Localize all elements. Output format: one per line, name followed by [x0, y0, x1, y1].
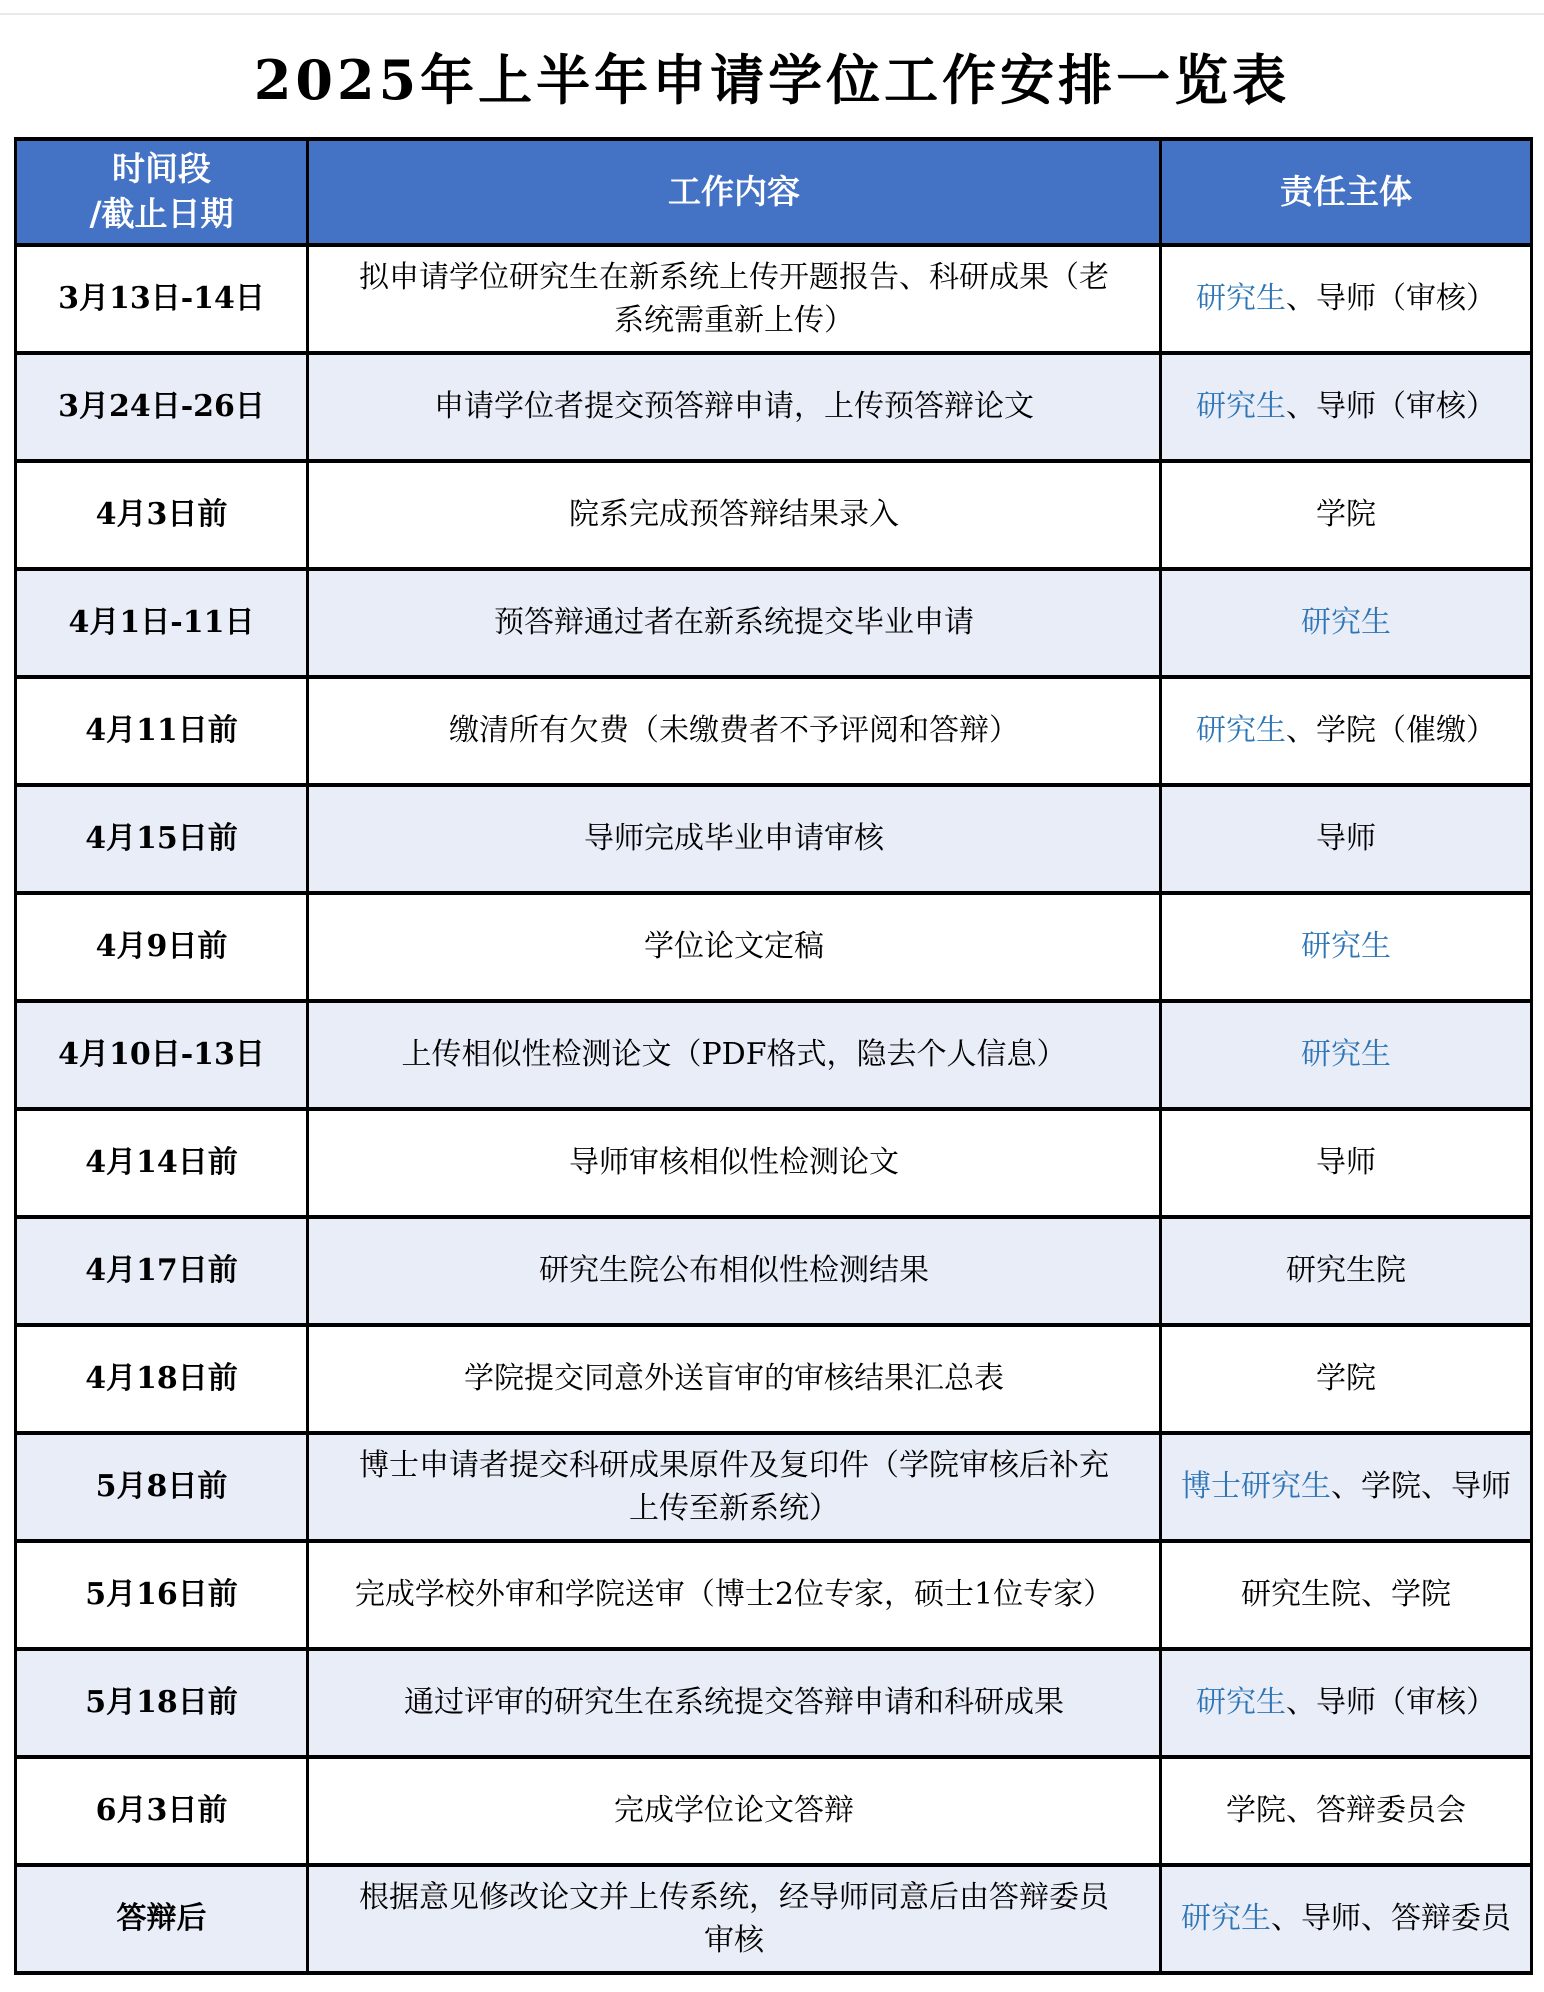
- owner-cell: [1161, 353, 1532, 461]
- owner-cell: [1161, 1433, 1532, 1541]
- period-cell: 5月8日前: [16, 1433, 308, 1541]
- owner-plain: 、学院、导师: [1331, 1469, 1511, 1505]
- table-row: [16, 245, 1532, 353]
- task-cell: 上传相似性检测论文（PDF格式，隐去个人信息）: [308, 1001, 1161, 1109]
- table-row: [16, 1433, 1532, 1541]
- task-cell: 根据意见修改论文并上传系统，经导师同意后由答辩委员审核: [308, 1865, 1161, 1973]
- owner-cell: [1161, 1109, 1532, 1217]
- owner-highlighted: 博士研究生: [1181, 1469, 1331, 1505]
- period-cell: 4月11日前: [16, 677, 308, 785]
- header-row: [16, 139, 1532, 245]
- owner-plain: 导师: [1316, 1145, 1376, 1181]
- table-row: [16, 1109, 1532, 1217]
- period-cell: 4月18日前: [16, 1325, 308, 1433]
- table-row: [16, 1865, 1532, 1973]
- period-cell: 4月14日前: [16, 1109, 308, 1217]
- schedule-table-body: [16, 245, 1532, 1973]
- period-cell: 4月9日前: [16, 893, 308, 1001]
- task-cell: 博士申请者提交科研成果原件及复印件（学院审核后补充上传至新系统）: [308, 1433, 1161, 1541]
- owner-plain: 、导师（审核）: [1286, 281, 1496, 317]
- owner-highlighted: 研究生: [1301, 1037, 1391, 1073]
- owner-highlighted: 研究生: [1196, 389, 1286, 425]
- owner-highlighted: 研究生: [1196, 1685, 1286, 1721]
- owner-highlighted: 研究生: [1301, 605, 1391, 641]
- owner-cell: [1161, 893, 1532, 1001]
- period-cell: 3月24日-26日: [16, 353, 308, 461]
- page-title: 2025年上半年申请学位工作安排一览表: [253, 47, 1291, 112]
- table-row: [16, 461, 1532, 569]
- owner-plain: 、导师（审核）: [1286, 389, 1496, 425]
- owner-cell: [1161, 1001, 1532, 1109]
- owner-plain: 研究生院: [1286, 1253, 1406, 1289]
- period-cell: 5月16日前: [16, 1541, 308, 1649]
- table-row: [16, 785, 1532, 893]
- table-row: [16, 677, 1532, 785]
- period-cell: 6月3日前: [16, 1757, 308, 1865]
- task-cell: 院系完成预答辩结果录入: [308, 461, 1161, 569]
- period-cell: 5月18日前: [16, 1649, 308, 1757]
- owner-cell: [1161, 569, 1532, 677]
- task-cell: 通过评审的研究生在系统提交答辩申请和科研成果: [308, 1649, 1161, 1757]
- owner-cell: [1161, 461, 1532, 569]
- task-cell: 缴清所有欠费（未缴费者不予评阅和答辩）: [308, 677, 1161, 785]
- task-cell: 拟申请学位研究生在新系统上传开题报告、科研成果（老系统需重新上传）: [308, 245, 1161, 353]
- task-cell: 导师审核相似性检测论文: [308, 1109, 1161, 1217]
- owner-plain: 导师: [1316, 821, 1376, 857]
- task-cell: 学位论文定稿: [308, 893, 1161, 1001]
- owner-cell: [1161, 785, 1532, 893]
- owner-highlighted: 研究生: [1196, 713, 1286, 749]
- owner-highlighted: 研究生: [1181, 1901, 1271, 1937]
- task-cell: 预答辩通过者在新系统提交毕业申请: [308, 569, 1161, 677]
- period-cell: 4月1日-11日: [16, 569, 308, 677]
- owner-cell: [1161, 1865, 1532, 1973]
- column-header-period: 时间段 /截止日期: [16, 139, 308, 245]
- schedule-table: [14, 137, 1533, 1975]
- owner-plain: 学院、答辩委员会: [1226, 1793, 1466, 1829]
- owner-cell: [1161, 1757, 1532, 1865]
- owner-cell: [1161, 1325, 1532, 1433]
- table-row: [16, 569, 1532, 677]
- period-cell: 4月15日前: [16, 785, 308, 893]
- period-cell: 答辩后: [16, 1865, 308, 1973]
- table-row: [16, 1001, 1532, 1109]
- table-row: [16, 1541, 1532, 1649]
- table-row: [16, 1649, 1532, 1757]
- table-row: [16, 893, 1532, 1001]
- owner-plain: 学院: [1316, 497, 1376, 533]
- owner-highlighted: 研究生: [1301, 929, 1391, 965]
- period-cell: 4月3日前: [16, 461, 308, 569]
- owner-cell: [1161, 245, 1532, 353]
- task-cell: 研究生院公布相似性检测结果: [308, 1217, 1161, 1325]
- table-row: [16, 1757, 1532, 1865]
- period-cell: 4月10日-13日: [16, 1001, 308, 1109]
- task-cell: 导师完成毕业申请审核: [308, 785, 1161, 893]
- task-cell: 学院提交同意外送盲审的审核结果汇总表: [308, 1325, 1161, 1433]
- table-row: [16, 1325, 1532, 1433]
- task-cell: 完成学位论文答辩: [308, 1757, 1161, 1865]
- owner-plain: 、导师、答辩委员: [1271, 1901, 1511, 1937]
- column-header-task: 工作内容: [308, 139, 1161, 245]
- period-cell: 4月17日前: [16, 1217, 308, 1325]
- table-row: [16, 1217, 1532, 1325]
- owner-cell: [1161, 1649, 1532, 1757]
- period-cell: 3月13日-14日: [16, 245, 308, 353]
- task-cell: 申请学位者提交预答辩申请，上传预答辩论文: [308, 353, 1161, 461]
- owner-plain: 研究生院、学院: [1241, 1577, 1451, 1613]
- owner-cell: [1161, 1217, 1532, 1325]
- owner-cell: [1161, 1541, 1532, 1649]
- table-header: [16, 139, 1532, 245]
- column-header-owner: 责任主体: [1161, 139, 1532, 245]
- owner-cell: [1161, 677, 1532, 785]
- owner-plain: 学院: [1316, 1361, 1376, 1397]
- owner-highlighted: 研究生: [1196, 281, 1286, 317]
- task-cell: 完成学校外审和学院送审（博士2位专家，硕士1位专家）: [308, 1541, 1161, 1649]
- owner-plain: 、导师（审核）: [1286, 1685, 1496, 1721]
- table-row: [16, 353, 1532, 461]
- owner-plain: 、学院（催缴）: [1286, 713, 1496, 749]
